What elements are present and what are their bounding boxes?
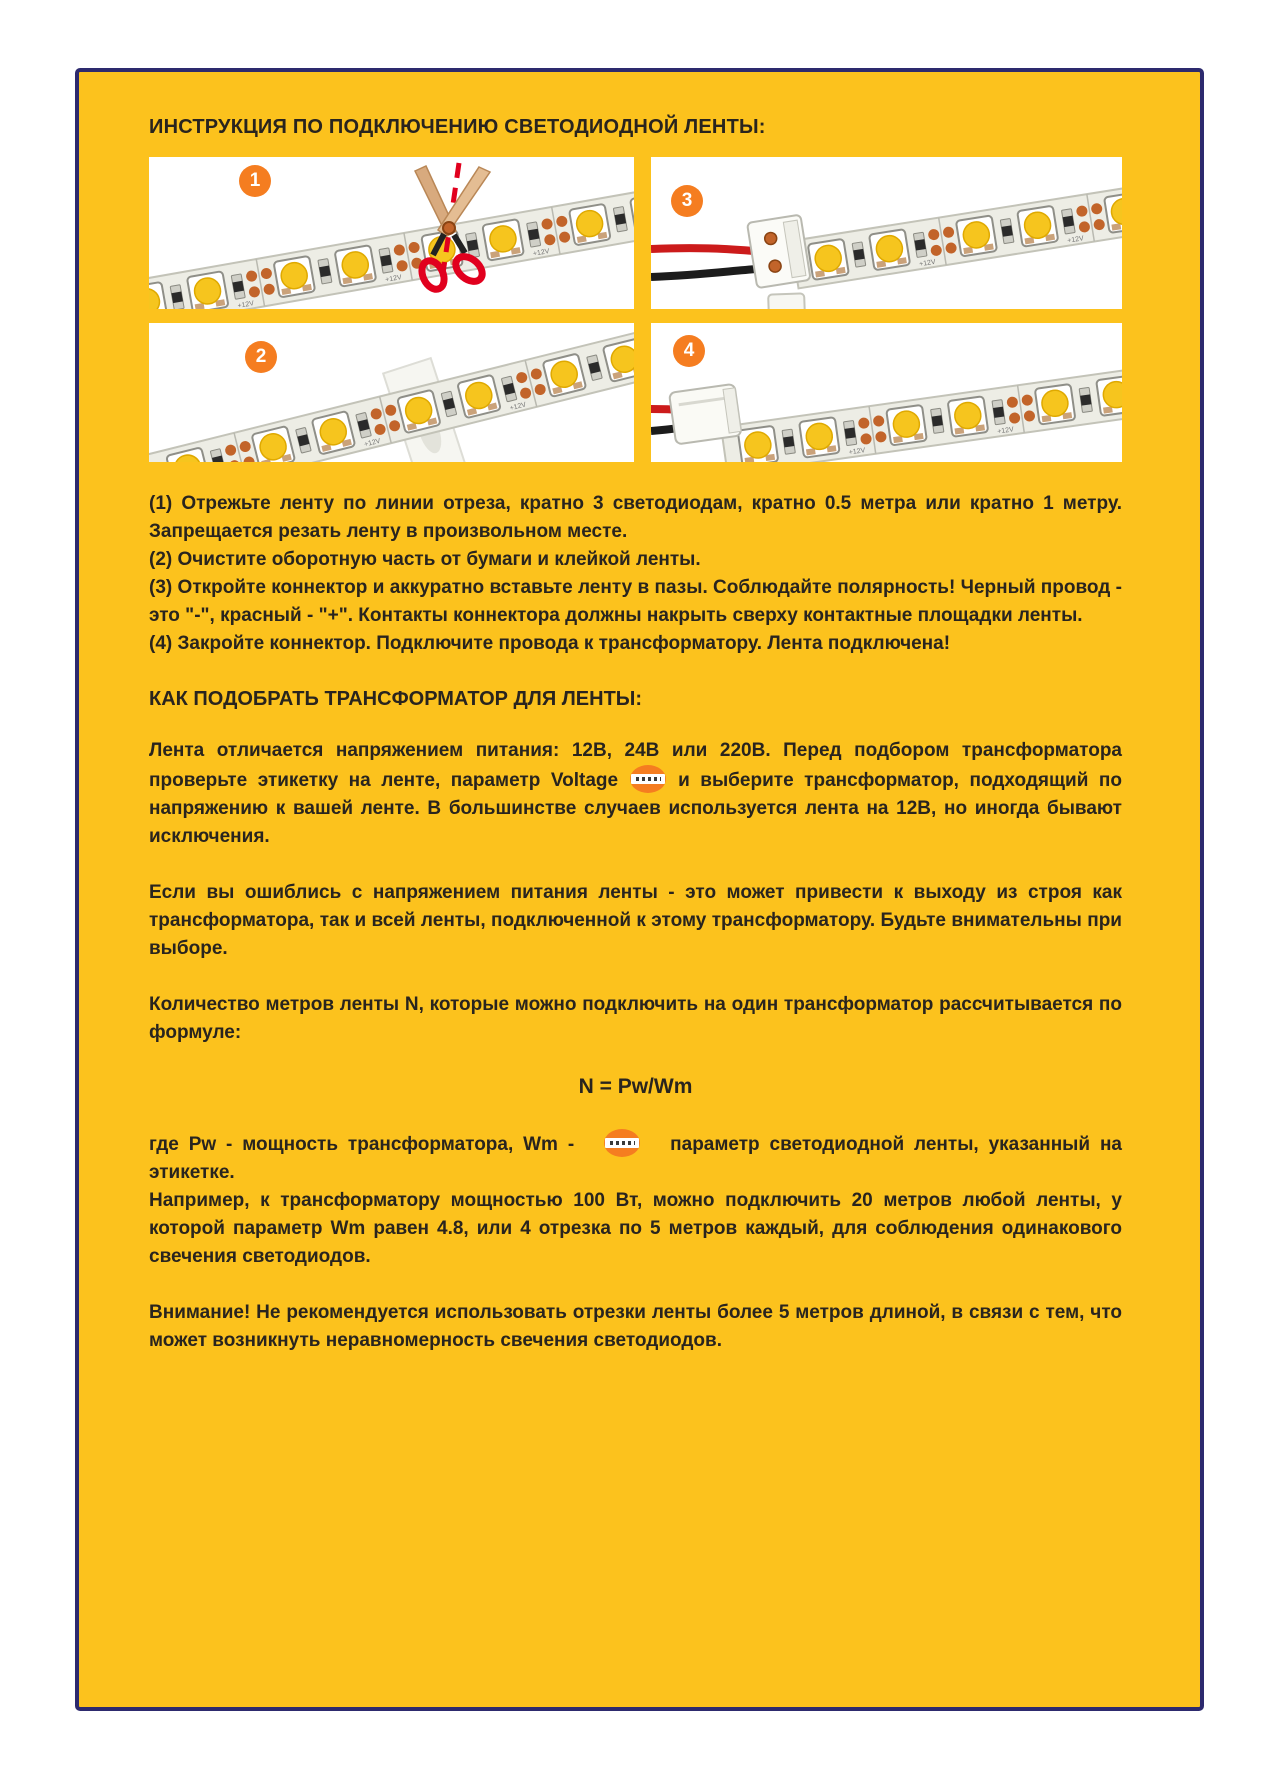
step-1-text: (1) Отрежьте ленту по линии отреза, кратно 3 светодиодам, кратно 0.5 метра или кратно 1 метру. Запрещается резать ленту в произвольном месте. [149, 493, 1122, 542]
photo-step-4 [651, 323, 1122, 462]
photo-step-1 [149, 157, 634, 309]
paragraph-voltage-after: и выберите трансформатор, подходящий по напряжению к вашей ленте. В большинстве случаев используется лента на 12В, но иногда бывают исключения. [149, 770, 1122, 847]
step-2-text: (2) Очистите оборотную часть от бумаги и клейкой ленты. [149, 549, 701, 570]
adhesive-backing-illustration [149, 323, 634, 462]
connector-closed-icon [669, 384, 742, 445]
paragraph-meters-formula-intro: Количество метров ленты N, которые можно подключить на один трансформатор рассчитывается по формуле: [149, 994, 1122, 1043]
wm-label-sticker-icon [604, 1129, 640, 1157]
paragraph-formula-explanation [149, 1129, 1122, 1187]
figure-number-badge: 4 [673, 335, 705, 367]
paragraph-formula-before: где Pw - мощность трансформатора, Wm - [149, 1134, 575, 1155]
sheet-content [149, 116, 1122, 1383]
paragraph-attention: Внимание! Не рекомендуется использовать отрезки ленты более 5 метров длиной, в связи с тем, что может возникнуть неравномерность свечения светодиодов. [149, 1302, 1122, 1351]
paragraph-voltage-before: Лента отличается напряжением питания: 12В, 24В или 220В. Перед подбором трансформатора проверьте этикетку на ленте, параметр Voltage [149, 740, 1122, 791]
formula-text: N = Pw/Wm [578, 1075, 693, 1098]
step-3-text: (3) Откройте коннектор и аккуратно вставьте ленту в пазы. Соблюдайте полярность! Черный провод - это "-", красный - "+". Контакты коннектора должны накрыть сверху контактные площадки ленты. [149, 577, 1122, 626]
paragraph-voltage [149, 737, 1122, 851]
connection-steps [149, 490, 1122, 658]
paragraph-formula-explanation-group [149, 1129, 1122, 1271]
photo-step-3 [651, 157, 1122, 309]
closed-connector-illustration [651, 323, 1122, 462]
paragraph-example: Например, к трансформатору мощностью 100 Вт, можно подключить 20 метров любой ленты, у которой параметр Wm равен 4.8, или 4 отрезка по 5 метров каждый, для соблюдения одинакового свечения светодиодов. [149, 1190, 1122, 1267]
paragraph-formula-after: параметр светодиодной ленты, указанный на этикетке. [149, 1134, 1122, 1183]
step-4-text: (4) Закройте коннектор. Подключите провода к трансформатору. Лента подключена! [149, 633, 951, 654]
black-wire [651, 269, 757, 277]
open-connector-illustration [651, 157, 1122, 309]
voltage-label-sticker-icon [630, 765, 666, 793]
led-strip-cutting-illustration [149, 157, 634, 309]
photo-grid [149, 157, 1122, 462]
paragraph-warning-voltage-mismatch: Если вы ошиблись с напряжением питания ленты - это может привести к выходу из строя как трансформатора, так и всей ленты, подключенной к этому трансформатору. Будьте внимательны при выборе. [149, 882, 1122, 959]
figure-number-badge: 1 [239, 165, 271, 197]
photo-step-2 [149, 323, 634, 462]
figure-number-badge: 2 [245, 341, 277, 373]
transformer-section-heading: КАК ПОДОБРАТЬ ТРАНСФОРМАТОР ДЛЯ ЛЕНТЫ: [149, 688, 643, 710]
figure-number-badge: 3 [671, 185, 703, 217]
page-title: ИНСТРУКЦИЯ ПО ПОДКЛЮЧЕНИЮ СВЕТОДИОДНОЙ ЛЕНТЫ: [149, 116, 766, 138]
instruction-sheet [75, 68, 1204, 1711]
red-wire [651, 248, 755, 251]
